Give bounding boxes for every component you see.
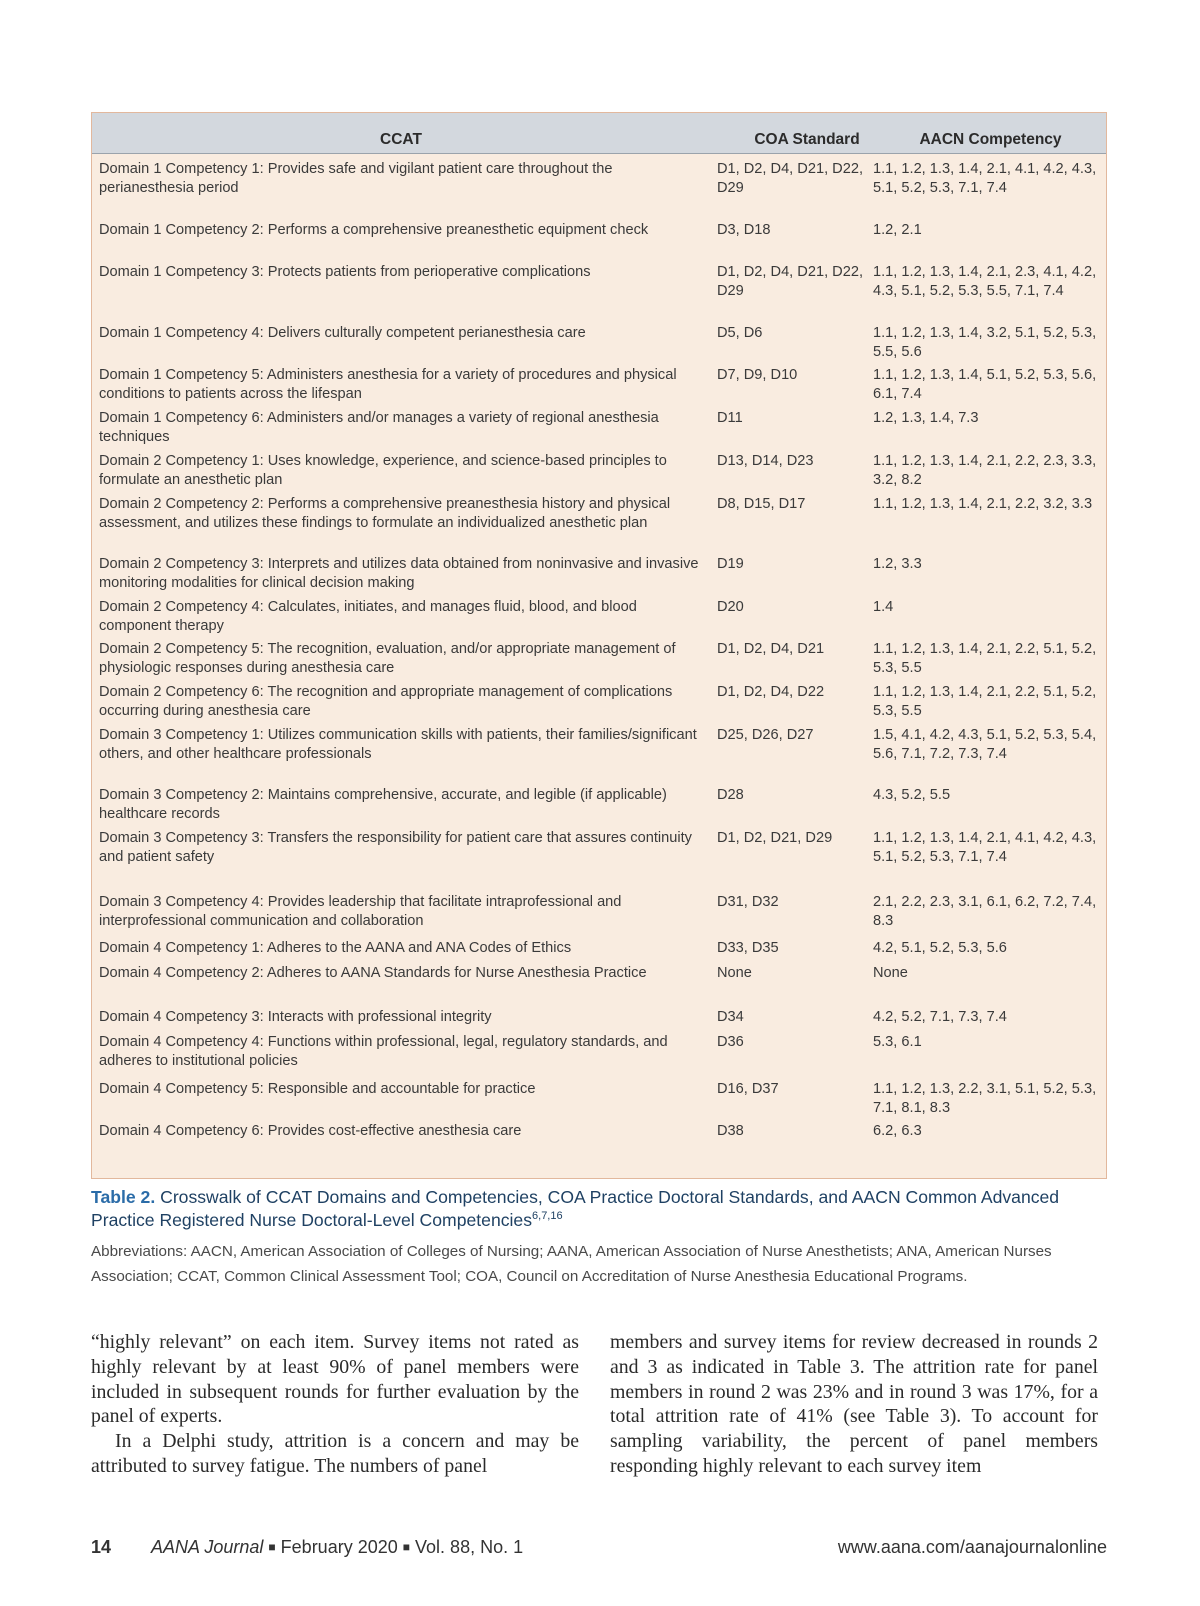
ccat-cell: Domain 3 Competency 1: Utilizes communication skills with patients, their families/significant others, and other healthcare professionals [99,727,697,762]
coa-standard-cell: D8, D15, D17 [717,496,806,512]
aacn-competency-cell: 2.1, 2.2, 2.3, 3.1, 6.1, 6.2, 7.2, 7.4, 8.3 [873,894,1097,929]
coa-standard-cell: D33, D35 [717,940,779,956]
aacn-competency-cell: 1.2, 3.3 [873,556,922,572]
ccat-cell: Domain 2 Competency 1: Uses knowledge, experience, and science-based principles to formulate an anesthetic plan [99,453,667,488]
coa-standard-cell: D7, D9, D10 [717,367,798,383]
issue-volume: Vol. 88, No. 1 [415,1537,524,1557]
coa-standard-cell: D13, D14, D23 [717,453,814,469]
journal-url[interactable]: www.aana.com/aanajournalonline [837,1537,1107,1557]
coa-standard-cell: D1, D2, D21, D29 [717,830,833,846]
abbreviations-note: Abbreviations: AACN, American Association of Colleges of Nursing; AANA, American Association of Nurse Anesthetists; ANA, American Nurses Association; CCAT, Common Clinical Assessment Tool; COA, Council on Accreditation of Nurse Anesthesia Educational Programs. [91,1243,1052,1285]
page-number: 14 [91,1537,112,1557]
aacn-competency-cell: 4.2, 5.2, 7.1, 7.3, 7.4 [873,1009,1007,1025]
journal-name: AANA Journal [151,1537,264,1557]
aacn-competency-cell: 1.4 [873,599,894,615]
ccat-cell: Domain 4 Competency 3: Interacts with professional integrity [99,1009,492,1025]
aacn-competency-cell: 1.1, 1.2, 1.3, 1.4, 2.1, 4.1, 4.2, 4.3, 5.1, 5.2, 5.3, 7.1, 7.4 [873,830,1097,865]
separator-glyph: ■ [268,1540,276,1554]
aacn-competency-cell: 1.1, 1.2, 1.3, 1.4, 3.2, 5.1, 5.2, 5.3, 5.5, 5.6 [873,325,1097,360]
coa-standard-cell: D28 [717,787,744,803]
coa-standard-cell: D20 [717,599,744,615]
header-aacn-competency: AACN Competency [919,131,1062,148]
ccat-cell: Domain 1 Competency 2: Performs a comprehensive preanesthetic equipment check [99,222,649,238]
body-column-left [91,1330,579,1479]
ccat-cell: Domain 3 Competency 3: Transfers the responsibility for patient care that assures continuity and patient safety [99,830,692,865]
issue-date: February 2020 [280,1537,398,1557]
ccat-cell: Domain 1 Competency 1: Provides safe and vigilant patient care throughout the perianesthesia period [99,161,613,196]
aacn-competency-cell: 1.1, 1.2, 1.3, 1.4, 2.1, 2.2, 2.3, 3.3, 3.2, 8.2 [873,453,1097,488]
aacn-competency-cell: 1.1, 1.2, 1.3, 1.4, 2.1, 2.2, 3.2, 3.3 [873,496,1093,512]
crosswalk-table [91,112,1107,1179]
header-ccat: CCAT [380,131,422,148]
coa-standard-cell: D3, D18 [717,222,771,238]
caption-label: Table 2. [91,1187,156,1207]
ccat-cell: Domain 2 Competency 2: Performs a comprehensive preanesthesia history and physical assessment, and utilizes these findings to formulate an individualized anesthetic plan [99,496,671,531]
aacn-competency-cell: 1.5, 4.1, 4.2, 4.3, 5.1, 5.2, 5.3, 5.4, 5.6, 7.1, 7.2, 7.3, 7.4 [873,727,1097,762]
aacn-competency-cell: 1.1, 1.2, 1.3, 2.2, 3.1, 5.1, 5.2, 5.3, 7.1, 8.1, 8.3 [873,1081,1097,1116]
ccat-cell: Domain 2 Competency 6: The recognition and appropriate management of complications occurring during anesthesia care [99,684,673,719]
coa-standard-cell: D11 [717,410,743,426]
coa-standard-cell: D1, D2, D4, D22 [717,684,825,700]
header-coa-standard: COA Standard [754,131,860,148]
ccat-cell: Domain 4 Competency 1: Adheres to the AANA and ANA Codes of Ethics [99,940,572,956]
aacn-competency-cell: 1.1, 1.2, 1.3, 1.4, 2.1, 2.3, 4.1, 4.2, 4.3, 5.1, 5.2, 5.3, 5.5, 7.1, 7.4 [873,264,1097,299]
ccat-cell: Domain 4 Competency 6: Provides cost-effective anesthesia care [99,1123,522,1139]
ccat-cell: Domain 3 Competency 4: Provides leadership that facilitate intraprofessional and interprofessional communication and collaboration [99,894,622,929]
ccat-cell: Domain 2 Competency 3: Interprets and utilizes data obtained from noninvasive and invasive monitoring modalities for clinical decision making [99,556,699,591]
aacn-competency-cell: 5.3, 6.1 [873,1034,922,1050]
ccat-cell: Domain 4 Competency 5: Responsible and accountable for practice [99,1081,536,1097]
aacn-competency-cell: 1.1, 1.2, 1.3, 1.4, 2.1, 4.1, 4.2, 4.3, 5.1, 5.2, 5.3, 7.1, 7.4 [873,161,1097,196]
coa-standard-cell: D1, D2, D4, D21 [717,641,825,657]
paragraph: In a Delphi study, attrition is a concern and may be attributed to survey fatigue. The numbers of panel [91,1430,579,1477]
coa-standard-cell: D38 [717,1123,744,1139]
ccat-cell: Domain 2 Competency 5: The recognition, evaluation, and/or appropriate management of physiologic responses during anesthesia care [99,641,676,676]
aacn-competency-cell: None [873,965,908,981]
aacn-competency-cell: 6.2, 6.3 [873,1123,922,1139]
ccat-cell: Domain 1 Competency 6: Administers and/or manages a variety of regional anesthesia techniques [99,410,659,445]
ccat-cell: Domain 1 Competency 3: Protects patients from perioperative complications [99,264,591,280]
separator-glyph: ■ [402,1540,411,1554]
ccat-cell: Domain 2 Competency 4: Calculates, initiates, and manages fluid, blood, and blood component therapy [99,599,637,634]
aacn-competency-cell: 1.2, 1.3, 1.4, 7.3 [873,410,979,426]
paragraph: members and survey items for review decreased in rounds 2 and 3 as indicated in Table 3. The attrition rate for panel members in round 2 was 23% and in round 3 was 17%, for a total attrition rate of 41% (see Table 3). To account for sampling variability, the percent of panel members responding highly relevant to each survey item [610,1331,1098,1477]
table-caption [91,1186,1111,1232]
coa-standard-cell: D25, D26, D27 [717,727,814,743]
table-header [92,113,1106,154]
coa-standard-cell: D16, D37 [717,1081,779,1097]
aacn-competency-cell: 4.2, 5.1, 5.2, 5.3, 5.6 [873,940,1007,956]
paragraph: “highly relevant” on each item. Survey items not rated as highly relevant by at least 90% of panel members were included in subsequent rounds for further evaluation by the panel of experts. [91,1331,579,1428]
coa-standard-cell: D31, D32 [717,894,779,910]
coa-standard-cell: None [717,965,752,981]
ccat-cell: Domain 1 Competency 5: Administers anesthesia for a variety of procedures and physical conditions to patients across the lifespan [99,367,677,402]
ccat-cell: Domain 4 Competency 2: Adheres to AANA Standards for Nurse Anesthesia Practice [99,965,647,981]
coa-standard-cell: D19 [717,556,744,572]
coa-standard-cell: D1, D2, D4, D21, D22, D29 [717,264,864,299]
coa-standard-cell: D36 [717,1034,744,1050]
caption-text: Crosswalk of CCAT Domains and Competencies, COA Practice Doctoral Standards, and AACN Common Advanced Practice Registered Nurse Doctoral-Level Competencies [91,1187,1060,1230]
coa-standard-cell: D1, D2, D4, D21, D22, D29 [717,161,864,196]
aacn-competency-cell: 4.3, 5.2, 5.5 [873,787,951,803]
aacn-competency-cell: 1.1, 1.2, 1.3, 1.4, 2.1, 2.2, 5.1, 5.2, 5.3, 5.5 [873,684,1097,719]
aacn-competency-cell: 1.2, 2.1 [873,222,922,238]
coa-standard-cell: D5, D6 [717,325,763,341]
body-column-right [610,1330,1098,1479]
ccat-cell: Domain 1 Competency 4: Delivers culturally competent perianesthesia care [99,325,586,341]
journal-info [151,1537,523,1558]
aacn-competency-cell: 1.1, 1.2, 1.3, 1.4, 2.1, 2.2, 5.1, 5.2, 5.3, 5.5 [873,641,1097,676]
caption-refs: 6,7,16 [532,1210,563,1222]
coa-standard-cell: D34 [717,1009,744,1025]
ccat-cell: Domain 4 Competency 4: Functions within professional, legal, regulatory standards, and adheres to institutional policies [99,1034,668,1069]
aacn-competency-cell: 1.1, 1.2, 1.3, 1.4, 5.1, 5.2, 5.3, 5.6, 6.1, 7.4 [873,367,1097,402]
ccat-cell: Domain 3 Competency 2: Maintains comprehensive, accurate, and legible (if applicable) healthcare records [99,787,667,822]
